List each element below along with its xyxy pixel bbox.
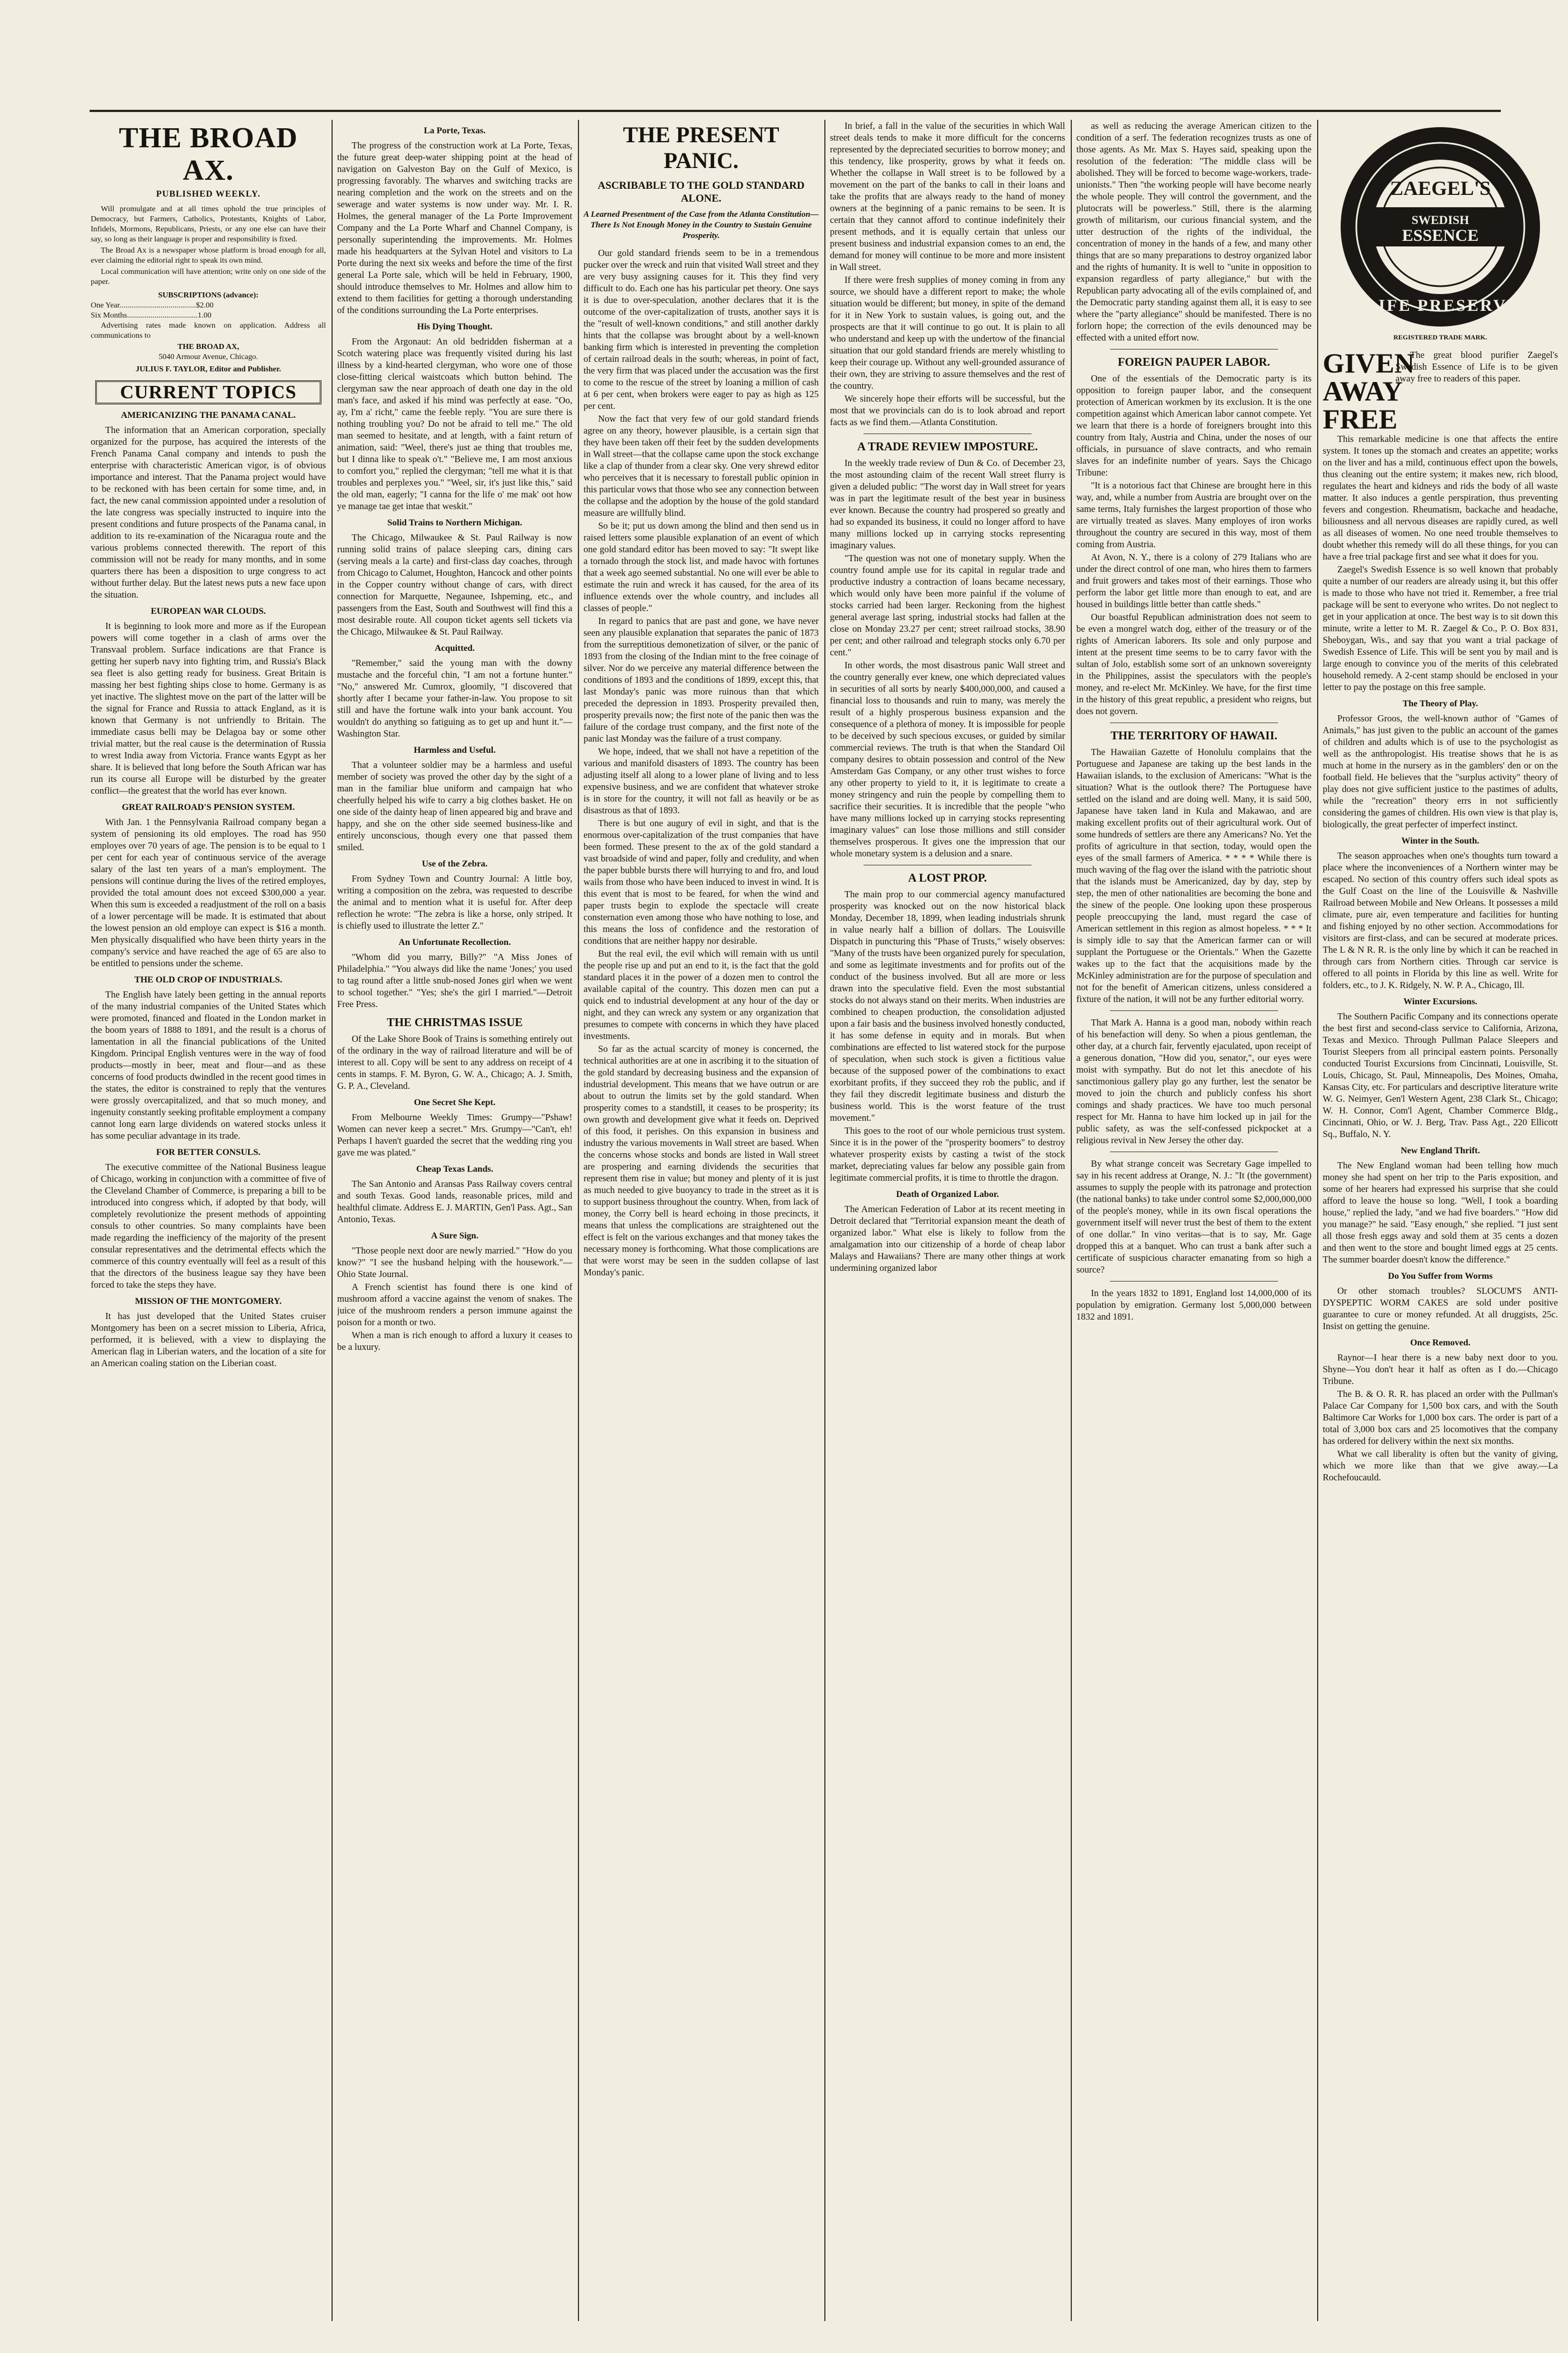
article-box-cars: The B. & O. R. R. has placed an order with the Pullman's Palace Car Company for 1,500 box cars, and with the South Baltimore Car Works for 1,000 box cars. The order is part of a total of 3,000 box cars and 25 locomotives that the company has ordered for delivery within the next six months. xyxy=(1323,1388,1558,1446)
column-2 xyxy=(337,120,572,2321)
divider xyxy=(1110,1010,1278,1011)
current-topics-heading: CURRENT TOPICS xyxy=(95,380,321,404)
article-pauper-labor-2: "It is a notorious fact that Chinese are brought here in this way, and, while a number from Austria are brought over on the same terms, Italy furnishes the largest proportion of those who are virtually treated as slaves. Many employes of iron works throughout the country are secured in this way, most of them coming from Austria. xyxy=(1076,480,1312,549)
subheading-gold-standard: ASCRIBABLE TO THE GOLD STANDARD ALONE. xyxy=(598,180,805,204)
seal-ring-text: A LIFE PRESERVER xyxy=(1347,296,1534,315)
article-zebra: From Sydney Town and Country Journal: A little boy, writing a composition on the zebra, was requested to describe the animal and to mention what it is useful for. After deep reflection he wrote: "The zebra is like a horse, only striped. It is chiefly used to illustrate the letter Z." xyxy=(337,873,572,931)
panic-paragraph-4: In regard to panics that are past and gone, we have never seen any plausible explanation that separates the panic of 1873 from the surreptitious demonetization of silver, or the panic of 1893 from the closing of the Indian mint to the free coinage of silver. Nor do we perceive any material difference between the conditions of 1893 and the conditions of 1899, except this, that last Monday's panic was more ruinous than that which preceded the depression in 1893. Prosperity prevailed then, prosperity prevails now; the first note of the panic then was the failure of the cordage trust company, and the first note of the panic last Monday was the failure of a trust company. xyxy=(584,616,819,744)
heading-solid-trains: Solid Trains to Northern Michigan. xyxy=(387,518,522,528)
heading-pauper-labor: FOREIGN PAUPER LABOR. xyxy=(1117,355,1271,369)
free-text: FREE xyxy=(1323,403,1398,433)
column-rule xyxy=(578,120,579,2321)
ad-intro: The great blood purifier Zaegel's Swedish Essence of Life is to be given away free to readers of this paper. xyxy=(1396,350,1558,384)
heading-trade-review: A TRADE REVIEW IMPOSTURE. xyxy=(857,440,1038,453)
heading-sure-sign: A Sure Sign. xyxy=(431,1231,479,1241)
heading-texas-lands: Cheap Texas Lands. xyxy=(416,1164,493,1174)
heading-theory-of-play: The Theory of Play. xyxy=(1402,699,1478,709)
article-panama-canal: The information that an American corporation, specially organized for the purpose, has acquired the interests of the French Panama Canal company and intends to push the enterprise with characteristic American vigor, is of obvious importance and interest. That the Panama project would have to be reckoned with has been certain for some time, and, in fact, the new canal commission appointed under a resolution of the late congress was specially instructed to inquire into the present conditions and future prospects of the Panama canal, in addition to its re-examination of the Nicaragua route and the various problems connected therewith. The report of this commission will not be ready for many months, and in some quarters there has been a disposition to urge congress to act without further delay. But the latest news puts a new face upon the situation. xyxy=(91,425,326,600)
heading-secret: One Secret She Kept. xyxy=(414,1098,496,1107)
heading-present-panic: THE PRESENT PANIC. xyxy=(623,122,780,173)
heading-panama-canal: AMERICANIZING THE PANAMA CANAL. xyxy=(120,411,296,420)
heading-once-removed: Once Removed. xyxy=(1410,1338,1471,1348)
article-texas-lands: The San Antonio and Aransas Pass Railway covers central and south Texas. Good lands, reasonable prices, mild and healthful climate. Address E. J. MARTIN, Gen'l Pass. Agt., San Antonio, Texas. xyxy=(337,1178,572,1224)
article-emigration: In the years 1832 to 1891, England lost 14,000,000 of its population by emigration. Germany lost 5,000,000 between 1832 and 1891. xyxy=(1076,1288,1312,1322)
article-solid-trains: The Chicago, Milwaukee & St. Paul Railway is now running solid trains of palace sleeping cars, dining cars (serving meals a la carte) and first-class day coaches, through from Chicago to Calumet, Houghton, Hancock and other points in the Copper country without change of cars, with direct connection for Marquette, Negaunee, Ishpeming, etc., and passengers from the East, South and Southwest will find this a most desirable route. All coupon ticket agents sell tickets via the Chicago, Milwaukee & St. Paul Railway. xyxy=(337,532,572,637)
column-1 xyxy=(91,120,326,2321)
article-industrials: The English have lately been getting in the annual reports of the many industrial companies of the United States which were promoted, financed and floated in the London market in the boom years of 1888 to 1891, and the result is a chorus of lamentation in all the financial publications of the United Kingdom. Principal English ventures were in the way of food products—mostly in beer, meat and flour—and as these concerns of food products dwindled in the recent good times in the states, the editor is constrained to reply that the ventures were grossly overcapitalized, and that so much money, and ingenuity constantly seeking profitable employment a company cannot long earn large dividends on watered stocks unless it has some peculiar advantage in its trade. xyxy=(91,989,326,1141)
article-christmas-issue: Of the Lake Shore Book of Trains is something entirely out of the ordinary in the way of railroad literature and will be of interest to all. Copy will be sent to any address on receipt of 4 cents in stamps. F. M. Byron, G. W. A., Chicago; A. J. Smith, G. P. A., Cleveland. xyxy=(337,1033,572,1091)
masthead-local: Local communication will have attention; write only on one side of the paper. xyxy=(91,268,326,286)
heading-organized-labor: Death of Organized Labor. xyxy=(896,1190,999,1199)
seal-essence-text: ESSENCE xyxy=(1402,226,1479,245)
ad-body-2: Zaegel's Swedish Essence is so well known that probably quite a number of our readers are already using it, but this offer is made to those who have not tried it. Remember, a free trial package will be sent to everyone who writes. Do not neglect to get in your application at once. The best way is to sit down this minute, write a letter to M. R. Zaegel & Co., P. O. Box 831, Sheboygan, Wis., and say that you want a trial package of Swedish Essence of Life. This will be sent you by mail and is large enough to convince you of the merits of this celebrated household remedy. A 2-cent stamp should be enclosed in your letter to pay the postage on this free sample. xyxy=(1323,564,1558,692)
article-labor-continued: as well as reducing the average American citizen to the condition of a serf. The federation recognizes trusts as one of those agents. As Mr. Max S. Hayes said, speaking upon the resolution of the federation: "The middle class will be abolished. They will be forced to become wage-workers, trade-unionists." Then "the working people will have become nearly the whole people. They will control the government, and the plutocrats will be powerless." Still, there is the alarming growth of militarism, our curious financial system, and the utter destruction of the rights of the individual, the concentration of money in the hands of a few, and many other things that are so many preparations to destroy organized labor and the rights of humanity. It is well to "unite in opposition to expansion regardless of party allegiance," but with the Republican party advocating all of the evils complained of, and the Democratic party standing against them all, it is easy to see where the "party allegiance" should be manifested. There is no forlorn hope; the correction of the evils denounced may be effected with a united effort now. xyxy=(1076,120,1312,343)
article-worms: Or other stomach troubles? SLOCUM'S ANTI-DYSPEPTIC WORM CAKES are sold under positive guarantee to cure or money refunded. At all druggists, 25c. Insist on getting the genuine. xyxy=(1323,1285,1558,1331)
address-line-1: THE BROAD AX, xyxy=(177,343,240,351)
heading-winter-south: Winter in the South. xyxy=(1401,836,1480,846)
heading-dying-thought: His Dying Thought. xyxy=(417,322,493,332)
panic-continued-2: If there were fresh supplies of money coming in from any source, we should have a different report to make; the whole situation would be different; but money, in spite of the demand for it in New York to sustain values, is going out, and the prospects are that it will continue to go out. It is plain to all who understand and keep up with the undertow of the financial situation that our gold standard friends are merely whistling to keep their courage up. Without any well-grounded assurance of their own, they are striving to assure themselves and the rest of the country. xyxy=(830,274,1065,391)
heading-zebra: Use of the Zebra. xyxy=(422,859,488,869)
column-rule xyxy=(824,120,825,2321)
panic-paragraph-3: So be it; put us down among the blind and then send us in raised letters some plausible explanation of an event of which one gold standard editor has been moved to say: "It swept like a tornado through the stock list, and made havoc with fortunes that a week ago seemed substantial. No one will ever be able to estimate the ruin and wreck it has caused, for the area of its influence extends over the whole country, and includes all classes of people." xyxy=(584,520,819,613)
article-hanna: That Mark A. Hanna is a good man, nobody within reach of his benefaction will deny. So when a pious gentleman, the other day, at a church fair, fervently ejaculated, upon receipt of a generous donation, "How did you, senator,", our eyes were moist with sympathy. But do not let this anecdote of his sanctimonious gallery play go any further, lest the senator be moved to join the church and publicly confess his short comings and shady practices. We have too much personal respect for Mr. Hanna to have him locked up in jail for the public safety, as was the self-confessed pickpocket at a religious revival in New Jersey the other day. xyxy=(1076,1017,1312,1145)
panic-paragraph-8: So far as the actual scarcity of money is concerned, the technical authorities are at one in ascribing it to the situation of the gold standard by decreasing business and the expansion of industrial development. This means that we have outrun or are about to outrun the limits set by the gold standard. When prosperity comes to a standstill, it ceases to be prosperity; its own growth and development give what it feeds on. Deprived of this food, it perishes. On this expansion in business and industry the various movements in Wall street are based. When the concerns whose stocks and bonds are listed in Wall street are prospering and earning dividends the securities that represent them rise in value; but money and plenty of it is just as much needed to give buoyancy to trade in the street as it is to support business throughout the country. When, from lack of money, the Corry bell is heard echoing in those precincts, it means that unless the complications are straightened out the effect is felt on the various exchanges and that money takes the necessary money is forthcoming. What those complications are that were worst may be seen in the sudden collapse of last Monday's panic. xyxy=(584,1043,819,1278)
panic-paragraph-1: Our gold standard friends seem to be in a tremendous pucker over the wreck and ruin that visited Wall street and they are very busy assigning causes for it. This they find very difficult to do. Each one has his particular pet theory. One says it is due to over-speculation, another declares that it is the outcome of the over-capitalization of trusts, another says it is the "result of well-known conditions," and still another darkly hints that the collapse was brought about by a well-known banking firm which is interested in preventing the completion of certain railroad deals in the south; whereas, in point of fact, the very firm that was placed under the accusation was the first to come to the rescue of the street by loaning a million of cash at 6 per cent, when brokers were eager to pay as high as 125 per cent. xyxy=(584,248,819,411)
column-5 xyxy=(1076,120,1312,2321)
panic-paragraph-5: We hope, indeed, that we shall not have a repetition of the various and manifold disasters of 1893. The country has been adjusting itself all along to a lower plane of living and to less expensive business, and we are confident that whatever stroke is in store for the country, it will not fall as heavily or be as disastrous as that of 1893. xyxy=(584,746,819,816)
article-hawaii: The Hawaiian Gazette of Honolulu complains that the Portuguese and Japanese are taking up the best lands in the Hawaiian islands, to the exclusion of Americans: "What is the situation? What is the outlook there? The Portuguese have settled on the island and are doing well. Many, it is said 500, Japanese have taken land in Kula and Makawao, and are making excellent profits out of their agricultural work. Out of some hundreds of settlers are there any Americans? No. Yet the profits of agriculture in that section, today, would open the eyes of the small farmers of America. * * * * While there is much waving of the flag over the island with the patriotic shout that the islands must be Americanized, day by day, step by step, the men of other nationalities are becoming the bone and the sinew of the people. One looking upon these prosperous people preoccupying the land, must regard the case of American settlement in this region as almost hopeless. * * * It is simply idle to say that the American farmer can or will supplant the Portuguese or the Orientals." When the Gazette wakes up to the fact that the acquisitions made by the McKinley administration are for the purpose of speculation and not for the benefit of American citizens, unless considered a fixture of the nation, it will not be any further editorial worry. xyxy=(1076,747,1312,1004)
page-top-rule xyxy=(90,110,1501,112)
article-liberality: What we call liberality is often but the vanity of giving, which we more like than that we give away.—La Rochefoucauld. xyxy=(1323,1448,1558,1483)
article-mushroom: A French scientist has found there is one kind of mushroom afford a vaccine against the venom of snakes. The juice of the mushroom renders a person immune against the poison for a month or two. xyxy=(337,1282,572,1327)
masthead-policy: The Broad Ax is a newspaper whose platform is broad enough for all, ever claiming the editorial right to speak its own mind. xyxy=(91,246,326,265)
article-better-consuls: The executive committee of the National Business league of Chicago, working in conjunction with a committee of five of the Cleveland Chamber of Commerce, is preparing a bill to be introduced into congress which, if adopted by that body, will completely revolutionize the present methods of appointing consuls to other countries. So many complaints have been made regarding the inefficiency of the majority of the present consular representatives and the detrimental effects which the commerce of this country eventually will feel as a result of this that the directors of the business league say they have been forced to take the steps they have. xyxy=(91,1162,326,1290)
panic-paragraph-2: Now the fact that very few of our gold standard friends agree on any theory, however plausible, is a certain sign that they have been taken off their feet by the sudden developments in Wall street—that the collapse came upon the stock exchange like a clap of thunder from a clear sky. One very shrewd editor who perceives that it is necessary to forestall public opinion in this particular vows that those who see any connection between the collapse and the adoption by the house of the gold standard measure are willfully blind. xyxy=(584,413,819,518)
masthead-subtitle: PUBLISHED WEEKLY. xyxy=(156,189,261,199)
article-gage: By what strange conceit was Secretary Gage impelled to say in his recent address at Orange, N. J.: "It (the government) assumes to supply the people with its patronage and protection (the national banks) to take under control some $2,000,000,000 of the people's money, while in its own fiscal operations the government itself will never trust the best of them to the extent of one dollar." In vino veritas—that is to say, Mr. Gage dropped this at a banquet. Who can trust a bank after such a certificate of suspicious character emanating from so high a source? xyxy=(1076,1158,1312,1275)
heading-la-porte: La Porte, Texas. xyxy=(423,126,486,136)
heading-winter-excursions: Winter Excursions. xyxy=(1403,997,1477,1007)
heading-lost-prop: A LOST PROP. xyxy=(908,871,987,884)
given-text: GIVEN xyxy=(1323,349,1415,379)
article-pauper-labor-4: Our boastful Republican administration does not seem to be even a mongrel watch dog, either of the treasury or of the rights of American laborers. Its sole and only purpose and intent at the present time seems to be to carry favor with the sultan of Jolo, establish some sort of an unknown sovereignty in the Philippines, assist the speculators with the people's money, and re-elect Mr. McKinley. We have, for the first time in the history of this great republic, a president who reigns, but does not govern. xyxy=(1076,612,1312,716)
heading-hawaii: THE TERRITORY OF HAWAII. xyxy=(1110,729,1277,742)
article-secret: From Melbourne Weekly Times: Grumpy—"Pshaw! Women can never keep a secret." Mrs. Grumpy—"Can't, eh! Perhaps I haven't guarded the secret that the wedding ring you gave me was plated." xyxy=(337,1112,572,1158)
column-rule xyxy=(1071,120,1072,2321)
subscriptions-heading: SUBSCRIPTIONS (advance): xyxy=(158,291,259,300)
article-winter-south: The season approaches when one's thoughts turn toward a place where the inconveniences of a Northern winter may be escaped. No section of this country offers such ideal spots as the Gulf Coast on the line of the Louisville & Nashville Railroad between Mobile and New Orleans. It possesses a mild climate, pure air, even temperature and facilities for hunting and fishing enjoyed by no other section. Accommodations for visitors are first-class, and can be secured at moderate prices. The L & N R. R. is the only line by which it can be reached in through cars from Northern cities. Through car service is offered to all points in Florida by this line as well. Write for folders, etc., to J. K. Ridgely, N. W. P. A., Chicago, Ill. xyxy=(1323,850,1558,990)
column-6 xyxy=(1323,120,1558,2321)
registered-trademark: REGISTERED TRADE MARK. xyxy=(1393,333,1487,341)
article-trade-review-3: In other words, the most disastrous panic Wall street and the country generally ever knew, one which depreciated values in securities of all sorts by nearly $400,000,000, and caused a financial loss to thousands and ruin to many, was merely the result of a highly prosperous business expansion and the consequence of a plethora of money. It is impossible for people to be deceived by such specious excuses, or guided by similar commercial reviews. The truth is that when the Standard Oil company desires to obtain possession and control of the New Amsterdam Gas Company, or any other trust wishes to force any other property to yield to it, it is legitimate to create a money stringency and ruin the people by compelling them to sacrifice their securities. It is incredible that the people "who have many millions locked up in carrying stocks representing imaginary values" can lose those millions and still consider themselves prosperous. It gives one the impression that our whole monetary system is a delusion and a snare. xyxy=(830,660,1065,859)
article-new-england-thrift: The New England woman had been telling how much money she had spent on her trip to the Paris exposition, and some of her hearers had expressed his surprise that she could afford to leave the house so long. "Well, I took a boarding house," replied the lady, "and we had five boarders." "How did you manage?" he said. "Easy enough," she replied. "I just sent all those fresh eggs away and sold them at 35 cents a dozen and then went to the store and bought limed eggs at 25 cents. The summer boarder doesn't know the difference." xyxy=(1323,1160,1558,1265)
article-harmless: That a volunteer soldier may be a harmless and useful member of society was proved the other day by the sight of a man in the familiar blue uniform and campaign hat who cheerfully helped his wife to carry a big clothes basket. He on one side of the dainty heap of linen appeared big and brave and happy, and she on the other side seemed business-like and entirely unconscious, though every one that passed them smiled. xyxy=(337,760,572,852)
heading-montgomery: MISSION OF THE MONTGOMERY. xyxy=(135,1297,282,1306)
article-acquitted: "Remember," said the young man with the downy mustache and the forceful chin, "I am not a fortune hunter." "No," answered Mr. Cumrox, gloomily, "I discovered that shortly after I became your father-in-law. You propose to sit still and have the fortune walk into your bank account. You wouldn't do anything so fatiguing as to get up and hunt it."—Washington Star. xyxy=(337,658,572,739)
subheading-presentment: A Learned Presentment of the Case from the Atlanta Constitution—There Is Not Enough Money in the Country to Sustain Genuine Prosperity. xyxy=(584,210,819,240)
column-4 xyxy=(830,120,1065,2321)
address-line-2: 5040 Armour Avenue, Chicago. xyxy=(158,353,258,361)
article-recollection: "Whom did you marry, Billy?" "A Miss Jones of Philadelphia." "You always did like the name 'Jones;' you used to tag round after a little snub-nosed Jones girl when we went to school together." "Yes; she's the girl I married."—Detroit Free Press. xyxy=(337,952,572,1009)
panic-paragraph-6: There is but one augury of evil in sight, and that is the enormous over-capitalization of the trust companies that have been formed. These present to the ax of the gold standard a vast broadside of wind and paper, folly and credulity, and when the paper bubble bursts there will hurrying to and fro, and loud wails from those who have been induced to invest in wind. It is this event that is most to be feared, for when the wind and paper trusts begin to explode the spectacle will create consternation even among those who have nothing to lose, and this means the loss of confidence and the restoration of conditions that are neither happy nor desirable. xyxy=(584,818,819,946)
column-3 xyxy=(584,120,819,2321)
heading-pension-system: GREAT RAILROAD'S PENSION SYSTEM. xyxy=(122,803,295,812)
panic-continued-1: In brief, a fall in the value of the securities in which Wall street deals tends to make it more difficult for the concerns represented by the depreciated securities to borrow money; and this tendency, like prosperity, grows by what it feeds on. Whether the collapse in Wall street is to be followed by a movement on the part of the banks to call in their loans and take the profits that are always ready to the hand of money owners at the beginning of a panic remains to be seen. It is certain that they cannot afford to continue indefinitely their present methods, and it is equally certain that unless our present business and industrial expansion comes to an end, the demand for money will continue to be more and more insistent in Wall street. xyxy=(830,120,1065,272)
heading-harmless: Harmless and Useful. xyxy=(413,745,496,755)
article-theory-of-play: Professor Groos, the well-known author of "Games of Animals," has just given to the public an account of the games of children and adults which is of use to the psychologist as well as the anthropologist. His treatise shows that he is as much at home in the nursery as in the gamblers' den or on the football field. He believes that the "surplus activity" theory of play does not give sufficient justice to the pastimes of adults, while the "recreation" theory errs in not sufficiently considering the games of children. His own view is that play is, biologically, the great perfecter of imperfect instinct. xyxy=(1323,713,1558,830)
article-dying-thought: From the Argonaut: An old bedridden fisherman at a Scotch watering place was frequently visited during his last illness by a kind-hearted clergyman, who wore one of those close-fitting clerical waistcoats which button behind. The clergyman saw the near approach of death one day in the old man's face, and asked if his mind was perfectly at ease. "Oo, ay, I'm a' richt," came the feeble reply. "You are sure there is nothing troubling you? Do not be afraid to tell me." The old man seemed to hesitate, and at length, with a faint return of animation, said: "Weel, there's just ae thing that troubles me, but I dinna like to speak o't." "Believe me, I am most anxious to comfort you," replied the clergyman; "tell me what it is that troubles and perplexes you." "Weel, sir, it's just like this," said the old man, eagerly; "I canna for the life o' me mak' oot how ye manage tae get intae that weskit." xyxy=(337,336,572,511)
article-sure-sign: "Those people next door are newly married." "How do you know?" "I see the husband helping with the housework."—Ohio State Journal. xyxy=(337,1245,572,1279)
article-la-porte: The progress of the construction work at La Porte, Texas, the future great deep-water shipping point at the head of navigation on Galveston Bay on the Gulf of Mexico, is progressing favorably. The wharves and switching tracks are nearing completion and the work on the streets and on the sewerage and water systems is now under way. Mr. I. R. Holmes, the general manager of the La Porte Improvement Company and the La Porte Wharf and Channel Company, is personally superintending the improvements. Mr. Holmes made his headquarters at the Sylvan Hotel and visitors to La Porte during the next six weeks and before the time of the first general La Porte sale, which will be held in February, 1900, should introduce themselves to Mr. Holmes and allow him to extend to them facilities for getting a thorough understanding of the conditions surrounding the La Porte enterprises. xyxy=(337,140,572,315)
advertising-rates: Advertising rates made known on application. Address all communications to xyxy=(91,322,326,340)
panic-continued-3: We sincerely hope their efforts will be successful, but the most that we provincials can do is to look abroad and report facts as we find them.—Atlanta Constitution. xyxy=(830,393,1065,427)
article-pension-system: With Jan. 1 the Pennsylvania Railroad company began a system of pensioning its old employes. The road has 950 employes over 70 years of age. The pension is to be equal to 1 per cent for each year of continuous service of the average salary of the last ten years of a man's employment. The pensions will continue during the lives of the retired employes, provided the total amount does not exceed $300,000 a year. When this sum is exceeded a readjustment of the roll on a basis of a lower percentage will be made. It is estimated that about the lowest pension an old employe can expect is $16 a month. Men physically disqualified who have been thirty years in the company's service and have reached the age of 65 are also to be entitled to pensions under the scheme. xyxy=(91,817,326,968)
column-rule xyxy=(332,120,333,2321)
divider xyxy=(1110,1281,1278,1282)
masthead-intro: Will promulgate and at all times uphold the true principles of Democracy, but Farmers, Catholics, Protestants, Knights of Labor, Infidels, Mormons, Republicans, Priests, or any one else can have their say, so long as their language is proper and responsibility is fixed. xyxy=(91,205,326,244)
article-once-removed: Raynor—I hear there is a new baby next door to you. Shyne—You don't hear it half as often as I do.—Chicago Tribune. xyxy=(1323,1352,1558,1386)
seal-swedish-text: SWEDISH xyxy=(1411,213,1469,227)
article-pauper-labor-1: One of the essentials of the Democratic party is its opposition to foreign pauper labor, and the consequent protection of American workmen by its exclusion. It is the one competition against which American labor cannot compete. Yet we learn that there is a horde of foreigners brought into this country from Italy, Austria and China, under the noses of our officials, in pursuance of slave contracts, and who remain slaves for an indefinite number of years. Says the Chicago Tribune: xyxy=(1076,373,1312,478)
article-winter-excursions: The Southern Pacific Company and its connections operate the best first and second-class service to California, Arizona, Texas and Mexico. Through Pullman Palace Sleepers and Tourist Sleepers from all principal eastern points. Personally conducted Tourist Excursions from Cincinnati, Louisville, St. Louis, Chicago, St. Paul, Minneapolis, Des Moines, Omaha, Kansas City, etc. For particulars and descriptive literature write W. G. Neimyer, Gen'l Western Agent, 238 Clark St., Chicago; W. H. Connor, Com'l Agent, Chamber Commerce Bldg., Cincinnati, Ohio, or W. J. Berg, Trav. Pass Agt., 220 Ellicott Sq., Buffalo, N. Y. xyxy=(1323,1011,1558,1139)
heading-acquitted: Acquitted. xyxy=(435,644,475,653)
heading-new-england-thrift: New England Thrift. xyxy=(1401,1146,1480,1155)
article-war-clouds: It is beginning to look more and more as if the European powers will come together in a clash of arms over the Transvaal problem. Surface indications are that France is getting her superb navy into fighting trim, and Russia's Black sea fleet is also getting ready for business. Great Britain is massing her best fighting ships close to home. Germany is as yet inactive. The slightest move on the part of the latter will be the signal for France and Russia to attack England, as it is known that Germany is not unfriendly to Britain. The immediate casus belli may be Delagoa bay or some other trivial matter, but the real cause is the determination of Russia to wrest India away from Victoria. France wants Egypt as her share. It is believed that long before the South African war has run its course all Europe will be disturbed by the greater conflict—the greatest that the world has ever known. xyxy=(91,621,326,796)
panic-paragraph-7: But the real evil, the evil which will remain with us until the people rise up and put an end to it, is the fact that the gold standard places it in the power of a dozen men to control the available capital of the country. This dozen men can put a quick end to industrial development at any hour of the day or night, and they can wreck any system or any organization that presumes to compete with concerns in which they have placed investments. xyxy=(584,948,819,1041)
article-lost-prop-1: The main prop to our commercial agency manufactured prosperity was knocked out on the now historical black Monday, December 18, 1899, when leading industrials shrunk in value nearly half a billion of dollars. The Louisville Dispatch in puncturing this "Phase of Trusts," wisely observes: "Many of the trusts have been organized purely for speculation, and some as legitimate investments and for profits out of the conduct of the business involved. But all are more or less drawn into the speculative field. Even the most substantial stocks do not always stand on their merits. When industries are combined to cheapen production, the consolidation adjusted upon a fair basis and the business involved honestly conducted, it has some defense in equity and in morals. But when combinations are effected to list watered stock for the purpose of speculation, when such stock is given a fictitious value because of the supposed power of the combinations to exact exorbitant profits, if they succeed they rob the public, and if they fail they discredit legitimate business and disturb the business world. This is the worst feature of the trust movement." xyxy=(830,889,1065,1123)
editor-line: JULIUS F. TAYLOR, Editor and Publisher. xyxy=(136,365,281,374)
article-trade-review-1: In the weekly trade review of Dun & Co. of December 23, the most astounding claim of the recent Wall street flurry is given a deluded public: "The worst day in Wall street for years was in part the legitimate result of the best year in business ever known. Because the country had prospered so greatly and had so expanded its business, it could no longer afford to have many millions locked up in carrying stocks representing imaginary values. xyxy=(830,458,1065,551)
heading-christmas-issue: THE CHRISTMAS ISSUE xyxy=(386,1015,523,1029)
away-text: AWAY xyxy=(1323,375,1403,407)
column-rule xyxy=(1317,120,1318,2321)
article-luxury: When a man is rich enough to afford a luxury it ceases to be a luxury. xyxy=(337,1330,572,1352)
article-organized-labor: The American Federation of Labor at its recent meeting in Detroit declared that "Territorial expansion meant the death of organized labor." What else is likely to follow from the amalgamation into our citizenship of a horde of cheap labor Malays and Hawaiians? There are many other things at work undermining organized labor xyxy=(830,1204,1065,1273)
heading-war-clouds: EUROPEAN WAR CLOUDS. xyxy=(151,607,266,616)
masthead-title: THE BROAD AX. xyxy=(119,122,298,187)
heading-better-consuls: FOR BETTER CONSULS. xyxy=(156,1148,261,1157)
heading-recollection: An Unfortunate Recollection. xyxy=(398,938,511,947)
ad-body-1: This remarkable medicine is one that affects the entire system. It tones up the stomach and creates an appetite; works on the liver and has a mild, continuous effect upon the bowels, thus cleaning out the entire system; it makes new, rich blood, regulates the heart and kidneys and rids the body of all waste matter. It also induces a gentle perspiration, thus preventing fevers and congestion. Rheumatism, backache and headache, biliousness and all nervous diseases are rapidly cured, as well as all diseases of women. No one need trouble themselves to doubt whether this remedy will do all these things, for you can have a free trial package first and see what it does for you. xyxy=(1323,434,1558,562)
subscription-year: One Year.......................................$2.00 xyxy=(91,301,214,310)
article-pauper-labor-3: At Avon, N. Y., there is a colony of 279 Italians who are under the direct control of one man, who hires them to farmers and fruit growers and takes most of their earnings. Those who perform the labor get little more than enough to eat, and are housed in buildings little better than cattle sheds." xyxy=(1076,552,1312,609)
seal-top-text: ZAEGEL'S xyxy=(1389,177,1491,199)
heading-industrials: THE OLD CROP OF INDUSTRIALS. xyxy=(134,975,282,985)
article-trade-review-2: "The question was not one of monetary supply. When the country found ample use for its capital in regular trade and productive industry a contraction of loans became necessary, which would only have been more painful if the volume of stocks carried had been larger. Reckoning from the highest general average last spring, industrial stocks had fallen at the close on Monday 23.27 per cent; street railroad stocks, 38.90 per cent; and other railroad and telegraph stocks only 6.70 per cent." xyxy=(830,553,1065,658)
article-lost-prop-2: This goes to the root of our whole pernicious trust system. Since it is in the power of the "prosperity boomers" to destroy whatever prosperity exists by casting a twist of the stock market, depreciating values far below any possible gain from legitimate commercial profits, it is time to throttle the dragon. xyxy=(830,1125,1065,1183)
heading-worms: Do You Suffer from Worms xyxy=(1388,1271,1493,1281)
article-montgomery: It has just developed that the United States cruiser Montgomery has been on a secret mission to Liberia, Africa, performed, it is believed, with a view to displaying the American flag in Liberian waters, and the location of a site for an American coaling station on the Liberian coast. xyxy=(91,1311,326,1368)
subscription-six-months: Six Months....................................1.00 xyxy=(91,311,212,320)
zaegel-seal-logo xyxy=(1334,123,1547,330)
divider xyxy=(1110,349,1278,350)
